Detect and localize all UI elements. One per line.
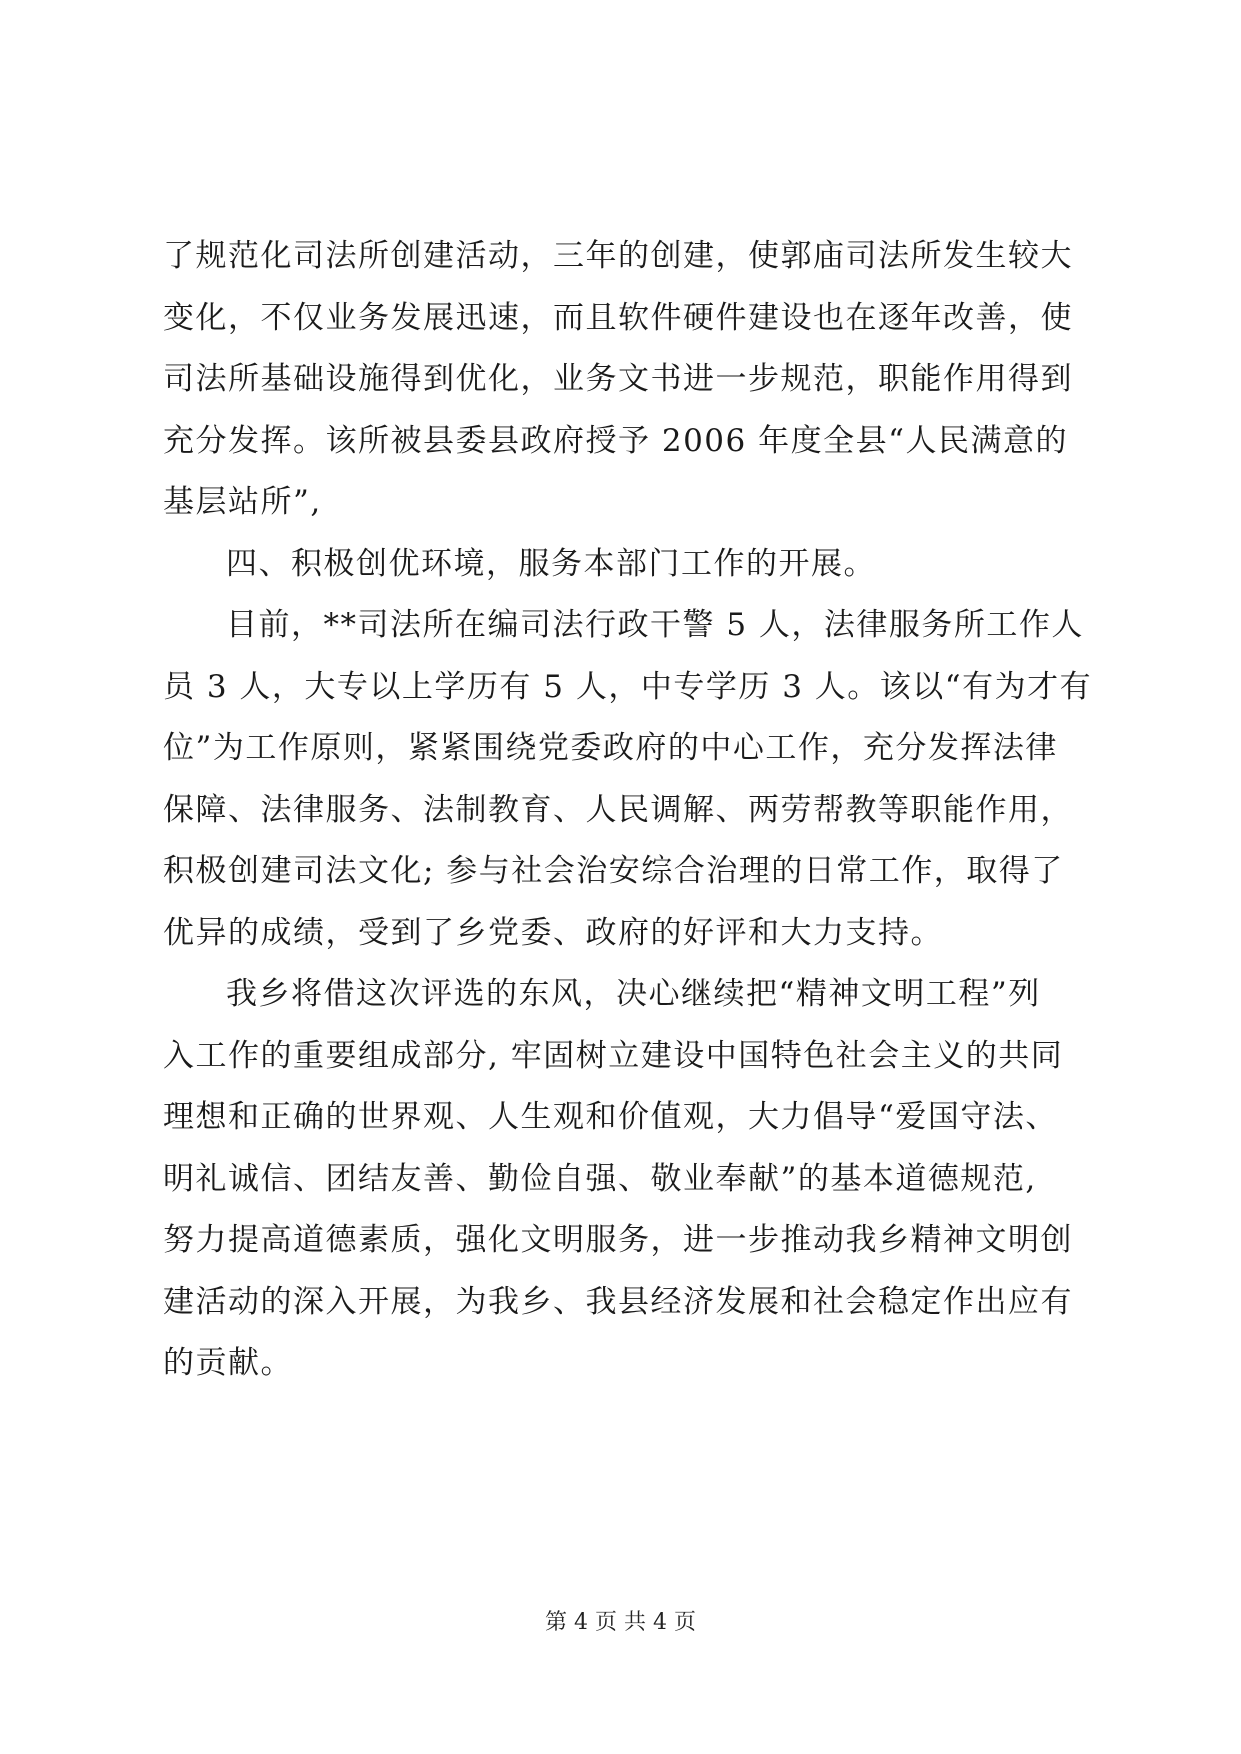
text-line: 变化，不仅业务发展迅速，而且软件硬件建设也在逐年改善，使: [163, 299, 1073, 336]
text-line: 积极创建司法文化; 参与社会治安综合治理的日常工作，取得了: [163, 853, 1064, 889]
text-line: 努力提高道德素质，强化文明服务，进一步推动我乡精神文明创: [163, 1222, 1073, 1258]
text-line: 优异的成绩，受到了乡党委、政府的好评和大力支持。: [163, 914, 943, 951]
text-line: 理想和正确的世界观、人生观和价值观，大力倡导“爱国守法、: [163, 1099, 1058, 1135]
text-line: 我乡将借这次评选的东风，决心继续把“精神文明工程”列: [226, 976, 1041, 1012]
text-line: 目前，**司法所在编司法行政干警 5 人，法律服务所工作人: [226, 607, 1084, 643]
text-line: 充分发挥。该所被县委县政府授予 2006 年度全县“人民满意的: [163, 422, 1068, 459]
text-line: 员 3 人，大专以上学历有 5 人，中专学历 3 人。该以“有为才有: [163, 668, 1093, 705]
text-line: 司法所基础设施得到优化，业务文书进一步规范，职能作用得到: [163, 361, 1073, 397]
text-line: 建活动的深入开展，为我乡、我县经济发展和社会稳定作出应有: [163, 1283, 1073, 1320]
page-number-footer: 第 4 页 共 4 页: [545, 1610, 696, 1635]
text-line: 明礼诚信、团结友善、勤俭自强、敬业奉献”的基本道德规范,: [163, 1160, 1037, 1197]
document-body: [163, 226, 1093, 1395]
text-line: 了规范化司法所创建活动，三年的创建，使郭庙司法所发生较大: [163, 238, 1073, 274]
text-line: 基层站所”,: [163, 484, 322, 520]
text-line: 保障、法律服务、法制教育、人民调解、两劳帮教等职能作用，: [163, 791, 1073, 828]
section-heading: 四、积极创优环境，服务本部门工作的开展。: [226, 545, 876, 582]
text-line: 位”为工作原则，紧紧围绕党委政府的中心工作，充分发挥法律: [163, 730, 1058, 766]
text-line: 的贡献。: [163, 1345, 293, 1381]
text-line: 入工作的重要组成部分, 牢固树立建设中国特色社会主义的共同: [163, 1037, 1064, 1074]
